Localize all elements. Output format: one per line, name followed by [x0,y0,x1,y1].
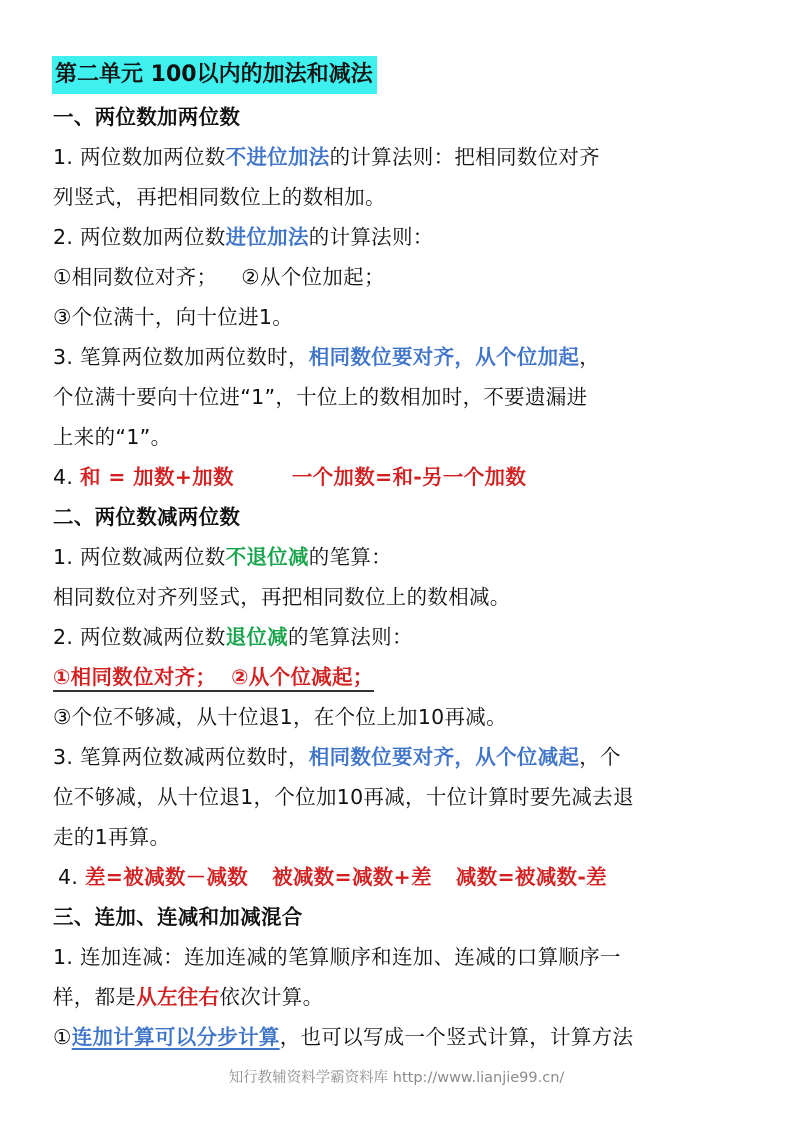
text: 2. 两位数减两位数 [53,625,226,649]
text: 3. 笔算两位数减两位数时， [53,745,309,769]
paragraph-1-3-cont: 个位满十要向十位进“1”，十位上的数相加时，不要遗漏进 [53,385,588,409]
paragraph-2-1 [53,542,392,572]
formula: 差=被减数－减数 [85,865,249,889]
rule-3: ③个位满十，向十位进1。 [53,305,294,329]
footer-watermark: 知行教辅资料学霸资料库 http://www.lianjie99.cn/ [228,1070,565,1086]
section-heading-3: 三、连加、连减和加减混合 [53,905,303,929]
text: ① [53,1025,72,1049]
paragraph-1-1 [53,142,600,172]
paragraph-3-1-cont [53,982,323,1012]
keyword: 进位加法 [225,225,309,249]
formula: 一个加数=和-另一个加数 [291,465,527,489]
paragraph-1-1-cont: 列竖式，再把相同数位上的数相加。 [53,185,386,209]
text: 的笔算： [308,545,392,569]
text: ， [579,345,601,369]
paragraph-2-3-cont: 位不够减，从十位退1，个位加10再减，十位计算时要先减去退 [53,785,634,809]
text: ，个 [579,745,621,769]
formula-line-2 [58,862,607,892]
formula: 被减数=减数+差 [272,865,432,889]
list-number: 4. [53,465,74,489]
text: ，也可以写成一个竖式计算，计算方法 [279,1025,634,1049]
section-heading-1: 一、两位数加两位数 [53,105,241,129]
text: 1. 两位数加两位数 [53,145,226,169]
keyword: 连加计算可以分步计算 [71,1025,280,1049]
paragraph-2-3 [53,742,621,772]
paragraph-2-3-cont2: 走的1再算。 [53,825,171,849]
paragraph-1-2 [53,222,434,252]
keyword: 不进位加法 [225,145,330,169]
paragraph-1-3 [53,342,600,372]
rule-1-2-sub [53,662,374,692]
page-title: 第二单元 100以内的加法和减法 [52,56,377,94]
keyword: 退位减 [225,625,288,649]
text: ， [454,745,476,769]
formula: 减数=被减数-差 [455,865,607,889]
paragraph-3-1: 1. 连加连减：连加连减的笔算顺序和连加、连减的口算顺序一 [53,945,621,969]
keyword: 从个位减起 [475,745,580,769]
keyword: 不退位减 [225,545,309,569]
paragraph-2-2 [53,622,413,652]
list-number: 4. [58,865,79,889]
keyword: 相同数位要对齐 [308,345,455,369]
rule-3-sub: ③个位不够减，从十位退1，在个位上加10再减。 [53,705,507,729]
text: 2. 两位数加两位数 [53,225,226,249]
keyword: 从左往右 [136,985,220,1009]
formula-line-1 [53,462,526,492]
text: 的计算法则： [308,225,434,249]
rule-1: ①相同数位对齐； [53,265,218,289]
rule-1-2 [53,262,385,292]
rule-2: ②从个位加起； [241,265,385,289]
formula: 和 = 加数+加数 [80,465,234,489]
text: 3. 笔算两位数加两位数时， [53,345,309,369]
section-heading-2: 二、两位数减两位数 [53,505,241,529]
paragraph-1-3-cont2: 上来的“1”。 [53,425,172,449]
text: 依次计算。 [219,985,324,1009]
paragraph-3-2 [53,1022,633,1052]
text: 样，都是 [53,985,137,1009]
text: 1. 两位数减两位数 [53,545,226,569]
text: ， [454,345,476,369]
keyword: 从个位加起 [475,345,580,369]
text: 的笔算法则： [287,625,413,649]
text: 的计算法则：把相同数位对齐 [329,145,600,169]
paragraph-2-1-cont: 相同数位对齐列竖式，再把相同数位上的数相减。 [53,585,511,609]
keyword: 相同数位要对齐 [308,745,455,769]
rule-highlight: ①相同数位对齐； ②从个位减起； [53,665,374,692]
